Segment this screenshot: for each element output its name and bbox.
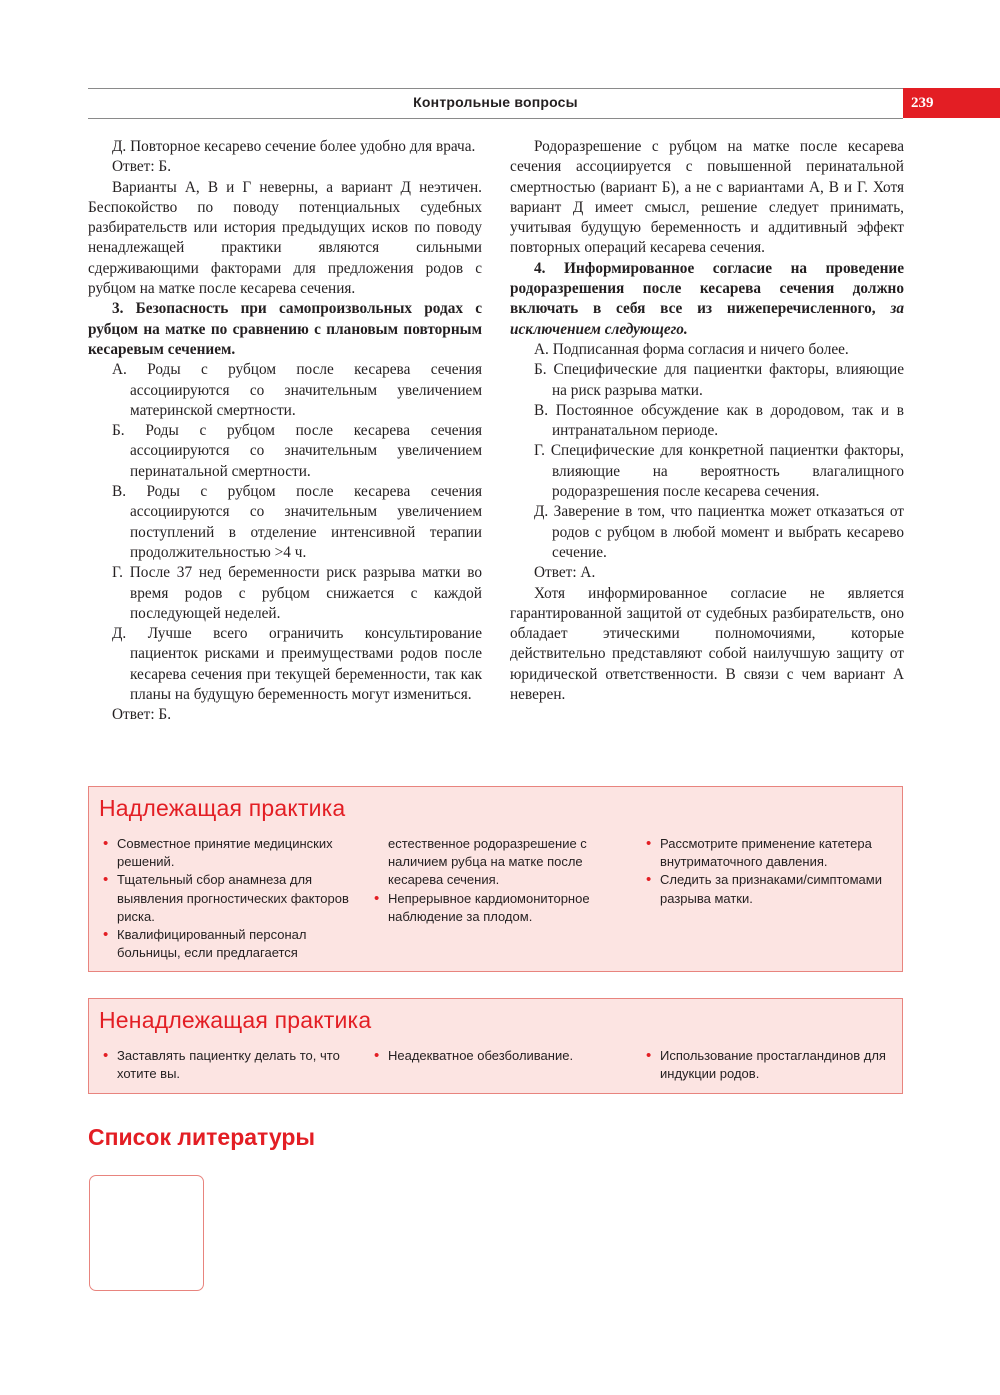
bad-practice-col-1: [103, 1047, 343, 1083]
good-practice-col-1: [103, 835, 363, 962]
option-v: В. Постоянное обсуждение как в дородовом, так и в интранатальном периоде.: [534, 401, 904, 440]
right-column: [510, 137, 904, 705]
question-4-text: 4. Информированное согласие на проведение родоразрешения после кесарева сечения должно включать в себя все из нижеперечисленного,: [510, 259, 904, 318]
bad-practice-col-3: [646, 1047, 896, 1083]
option-d: Д. Повторное кесарево сечение более удобно для врача.: [112, 138, 476, 155]
list-item: • Неадекватное обезболивание.: [374, 1047, 614, 1065]
good-practice-col-2: [374, 835, 624, 926]
list-item-continued: естественное родоразрешение с наличием рубца на матке после кесарева сечения.: [388, 836, 587, 888]
option-v: В. Роды с рубцом после кесарева сечения ассоциируются со значительным увеличением поступлений в отделение интенсивной терапии продолжительностью >4 ч.: [112, 483, 482, 561]
option-g: Г. После 37 нед беременности риск разрыва матки во время родов с рубцом снижается с каждой последующей неделей.: [112, 564, 482, 622]
list-item: • Тщательный сбор анамнеза для выявления прогностических факторов риска.: [103, 871, 363, 926]
option-d: Д. Лучше всего ограничить консультирование пациенток рисками и преимуществами родов после кесарева сечения при текущей беременности, так как планы на будущую беременность могут измениться.: [112, 625, 482, 704]
qr-code-frame: [89, 1175, 204, 1291]
answer: Ответ: А.: [534, 564, 596, 582]
list-item: • Непрерывное кардиомониторное наблюдение за плодом.: [374, 890, 624, 926]
option-b: Б. Специфические для пациентки факторы, влияющие на риск разрыва матки.: [534, 361, 904, 399]
paragraph: Варианты А, В и Г неверны, а вариант Д неэтичен. Беспокойство по поводу потенциальных судебных разбирательств или история предыдущих исков по поводу ненадлежащей практики являются сильными сдерживающими факторами для предложения родов с рубцом на матке после кесарева сечения.: [88, 178, 482, 298]
paragraph: Родоразрешение с рубцом на матке после кесарева сечения ассоциируется с повышенной перинатальной смертностью (вариант Б), а не с вариантами А, В и Г. Хотя вариант Д имеет смысл, решение следует принимать, учитывая будущую беременность и аддитивный эффект повторных операций кесарева сечения.: [510, 138, 904, 257]
good-practice-title: Надлежащая практика: [99, 795, 346, 821]
header-rule-top: [88, 88, 903, 89]
list-item: • Совместное принятие медицинских решений.: [103, 835, 363, 871]
option-g: Г. Специфические для конкретной пациентки факторы, влияющие на вероятность влагалищного родоразрешения после кесарева сечения.: [534, 442, 904, 501]
list-item: • Следить за признаками/симптомами разрыва матки.: [646, 871, 886, 907]
left-column: [88, 137, 482, 726]
list-item: • Использование простагландинов для индукции родов.: [646, 1047, 896, 1083]
running-title: Контрольные вопросы: [413, 94, 578, 110]
option-a: А. Роды с рубцом после кесарева сечения ассоциируются со значительным увеличением материнской смертности.: [112, 361, 482, 419]
list-item: • Рассмотрите применение катетера внутриматочного давления.: [646, 835, 886, 871]
option-d: Д. Заверение в том, что пациентка может отказаться от родов с рубцом в любой момент и выбрать кесарево сечение.: [534, 503, 904, 561]
good-practice-box: [88, 786, 903, 972]
option-b: Б. Роды с рубцом после кесарева сечения ассоциируются со значительным увеличением перинатальной смертности.: [112, 422, 482, 480]
paragraph: Хотя информированное согласие не является гарантированной защитой от судебных разбирательств, оно обладает этическими полномочиями, которые действительно представляют собой наилучшую защиту от юридической ответственности. В связи с чем вариант А неверен.: [510, 584, 904, 704]
bad-practice-col-2: [374, 1047, 614, 1065]
list-item: • Заставлять пациентку делать то, что хотите вы.: [103, 1047, 343, 1083]
question-3: 3. Безопасность при самопроизвольных родах с рубцом на матке по сравнению с плановым повторным кесаревым сечением.: [88, 300, 482, 358]
list-item: • Квалифицированный персонал больницы, если предлагается: [103, 926, 363, 962]
good-practice-col-3: [646, 835, 886, 908]
option-a: А. Подписанная форма согласия и ничего более.: [534, 340, 849, 358]
answer: Ответ: Б.: [112, 158, 172, 176]
question-4-emphasis: за исключением следующего.: [510, 300, 904, 338]
references-title: Список литературы: [88, 1124, 316, 1150]
question-4: [510, 259, 904, 340]
header-rule-bottom: [88, 118, 903, 119]
page-number: 239: [903, 88, 1000, 118]
answer: Ответ: Б.: [112, 706, 172, 724]
bad-practice-box: [88, 998, 903, 1094]
bad-practice-title: Ненадлежащая практика: [99, 1007, 372, 1033]
